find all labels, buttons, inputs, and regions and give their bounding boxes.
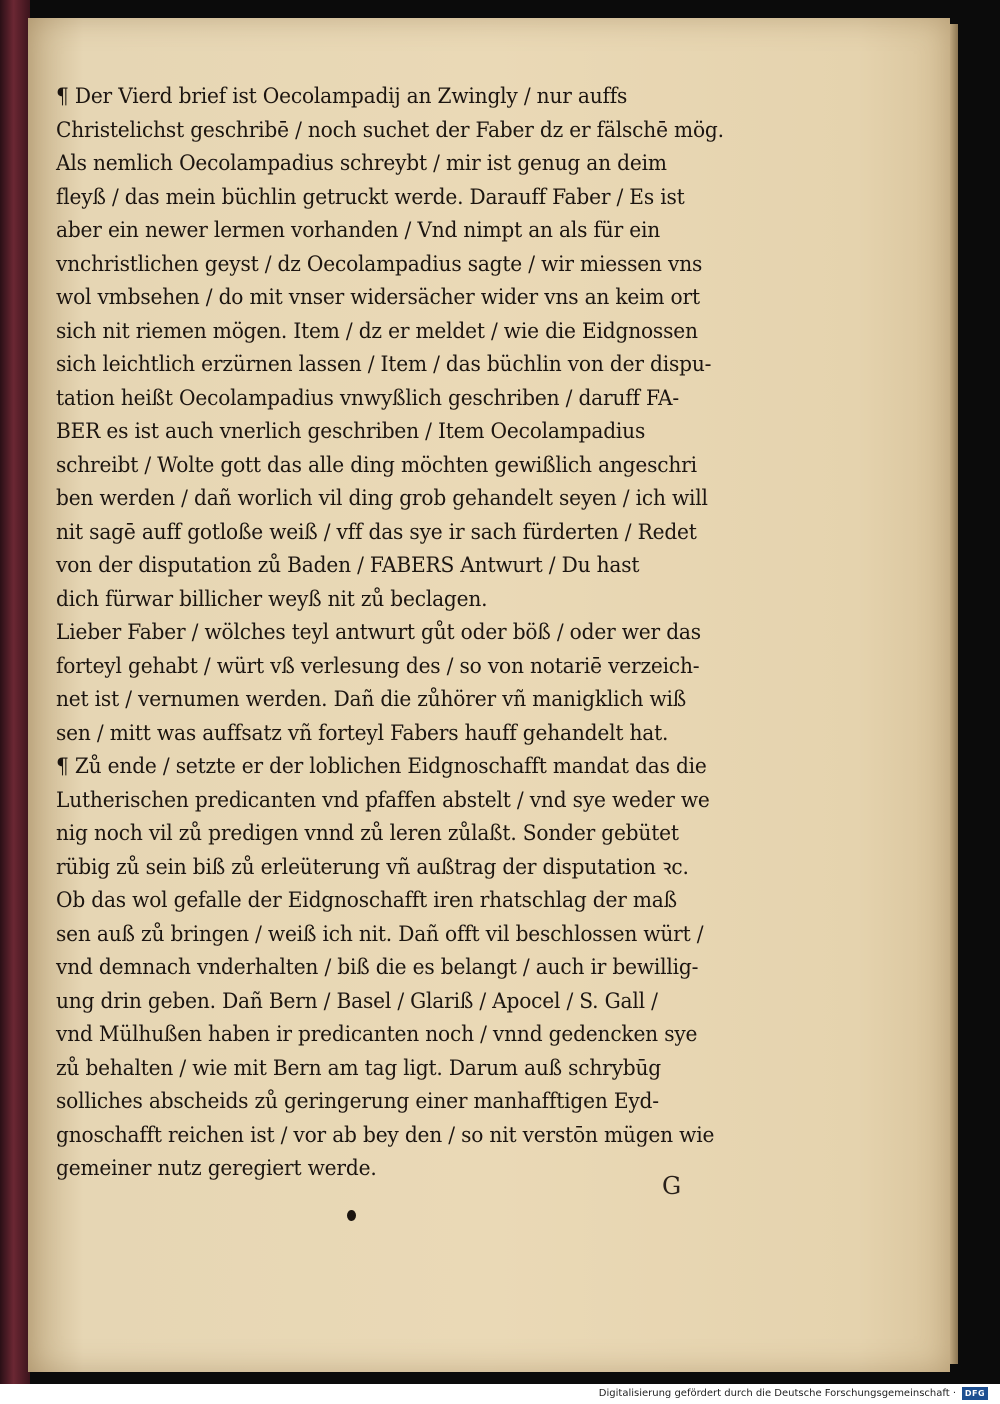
text-line: forteyl gehabt / würt vß verlesung des / so von notariē verzeich-	[56, 653, 700, 678]
dfg-logo: DFG	[962, 1387, 988, 1400]
text-line: nit sagē auff gotloße weiß / vff das sye ir sach fürderten / Redet	[56, 519, 697, 544]
text-line: Ob das wol gefalle der Eidgnoschafft iren rhatschlag der maß	[56, 888, 677, 912]
text-line: ¶ Zů ende / setzte er der loblichen Eidgnoschafft mandat das die	[56, 754, 707, 778]
footer-bar	[0, 1384, 1000, 1404]
text-line: Christelichst geschribē / noch suchet der Faber dz er fälschē mög.	[56, 117, 724, 142]
book-spine-binding	[0, 0, 30, 1384]
page-text-block	[56, 80, 756, 1186]
text-line: tation heißt Oecolampadius vnwyßlich geschriben / daruff FA-	[56, 385, 680, 410]
page-fore-edge	[950, 24, 958, 1364]
text-line: gemeiner nutz geregiert werde.	[56, 1156, 377, 1180]
text-line: net ist / vernumen werden. Dañ die zůhörer vñ manigklich wiß	[56, 687, 687, 711]
text-line: sich leichtlich erzürnen lassen / Item / das büchlin von der dispu-	[56, 352, 712, 376]
footer-credit: Digitalisierung gefördert durch die Deutsche Forschungsgemeinschaft ·	[598, 1388, 956, 1399]
text-line: fleyß / das mein büchlin getruckt werde. Darauff Faber / Es ist	[56, 184, 685, 209]
text-line: von der disputation zů Baden / FABERS Antwurt / Du hast	[56, 553, 640, 577]
text-line: dich fürwar billicher weyß nit zů beclagen.	[56, 586, 488, 611]
text-line: rübig zů sein biß zů erleüterung vñ außtrag der disputation ꝛc.	[56, 854, 689, 879]
text-line: sen / mitt was auffsatz vñ forteyl Fabers hauff gehandelt hat.	[56, 720, 669, 745]
text-line: solliches abscheids zů geringerung einer manhafftigen Eyd-	[56, 1089, 659, 1113]
signature-mark: G	[662, 1172, 682, 1200]
text-line: wol vmbsehen / do mit vnser widersächer wider vns an keim ort	[56, 285, 700, 309]
text-line: zů behalten / wie mit Bern am tag ligt. Darum auß schrybūg	[56, 1055, 662, 1080]
ink-dot	[347, 1210, 356, 1221]
text-line: ben werden / dañ worlich vil ding grob gehandelt seyen / ich will	[56, 486, 708, 510]
text-line: vnd demnach vnderhalten / biß die es belangt / auch ir bewillig-	[56, 955, 699, 979]
text-line: ¶ Der Vierd brief ist Oecolampadij an Zwingly / nur auffs	[56, 84, 628, 108]
text-line: sen auß zů bringen / weiß ich nit. Dañ offt vil beschlossen würt /	[56, 921, 704, 946]
text-line: ung drin geben. Dañ Bern / Basel / Glariß / Apocel / S. Gall /	[56, 988, 658, 1013]
text-line: schreibt / Wolte gott das alle ding möchten gewißlich angeschri	[56, 452, 697, 477]
text-line: Lutherischen predicanten vnd pfaffen abstelt / vnd sye weder we	[56, 787, 710, 812]
text-line: vnd Mülhußen haben ir predicanten noch / vnnd gedencken sye	[56, 1022, 698, 1046]
text-line: gnoschafft reichen ist / vor ab bey den / so nit verstōn mügen wie	[56, 1122, 715, 1147]
text-line: vnchristlichen geyst / dz Oecolampadius sagte / wir miessen vns	[56, 251, 703, 276]
text-line: Als nemlich Oecolampadius schreybt / mir ist genug an deim	[56, 151, 667, 175]
text-line: aber ein newer lermen vorhanden / Vnd nimpt an als für ein	[56, 218, 661, 242]
text-line: sich nit riemen mögen. Item / dz er meldet / wie die Eidgnossen	[56, 318, 698, 343]
text-line: nig noch vil zů predigen vnnd zů leren zůlaßt. Sonder gebütet	[56, 821, 679, 845]
text-line: BER es ist auch vnerlich geschriben / Item Oecolampadius	[56, 419, 646, 443]
text-line: Lieber Faber / wölches teyl antwurt gůt oder böß / oder wer das	[56, 620, 701, 644]
